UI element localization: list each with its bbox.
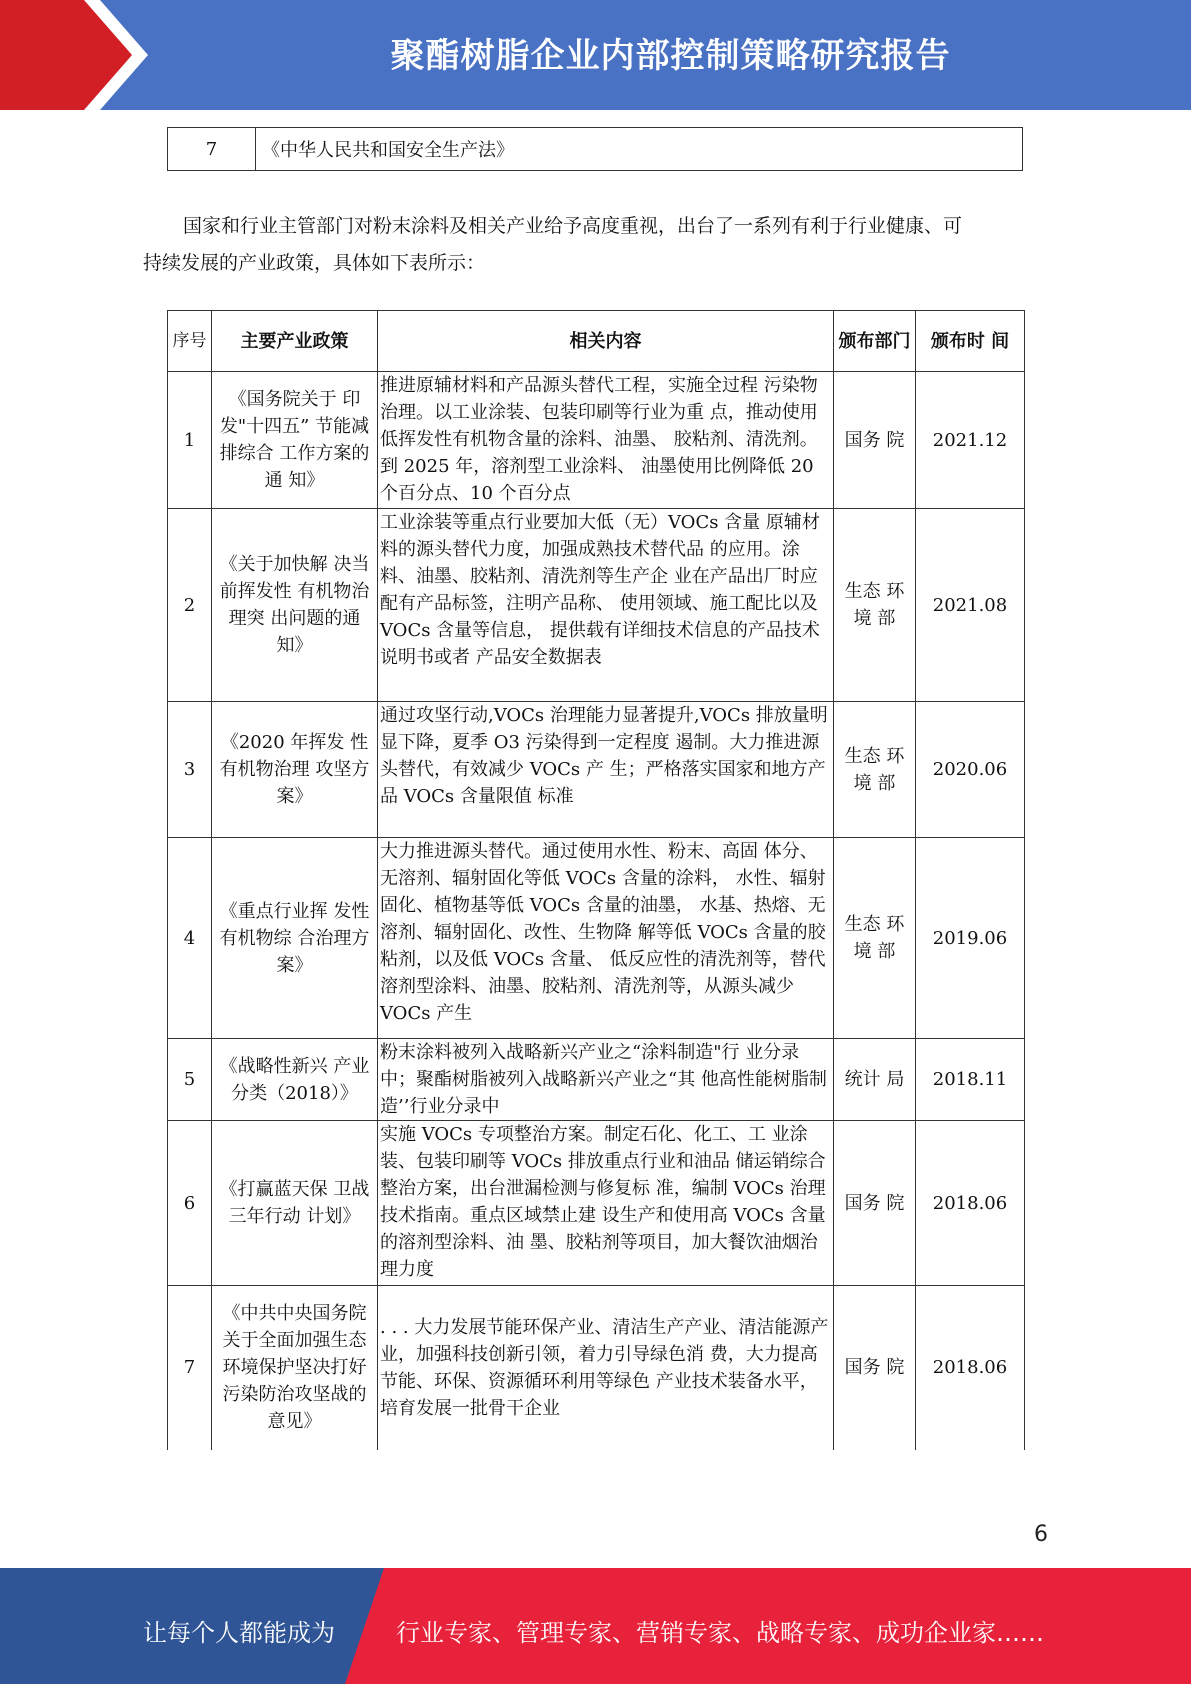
intro-line-1: 国家和行业主管部门对粉末涂料及相关产业给予高度重视，出台了一系列有利于行业健康、可	[183, 215, 963, 237]
row-seq: 5	[168, 1039, 212, 1121]
row-policy-title: 《战略性新兴 产业分类（2018）》	[212, 1039, 378, 1121]
law-name: 《中华人民共和国安全生产法》	[256, 128, 1023, 171]
intro-line-2: 持续发展的产业政策，具体如下表所示：	[143, 252, 486, 274]
row-date: 2018.06	[916, 1121, 1025, 1286]
row-dept: 国务 院	[834, 1121, 916, 1286]
law-table-continuation	[167, 127, 1023, 171]
row-content: 通过攻坚行动,VOCs 治理能力显著提升,VOCs 排放量明显下降，夏季 O3 污染得到一定程度 遏制。大力推进源头替代，有效减少 VOCs 产 生；严格落实国家和地方产品 VOCs 含量限值 标准	[378, 702, 834, 838]
row-dept: 统计 局	[834, 1039, 916, 1121]
row-policy-title: 《打赢蓝天保 卫战三年行动 计划》	[212, 1121, 378, 1286]
page-number: 6	[1034, 1522, 1048, 1547]
table-header-row	[168, 311, 1025, 372]
table-row	[168, 1039, 1025, 1121]
header-seq: 序号	[168, 311, 212, 372]
table-row	[168, 372, 1025, 509]
table-row	[168, 509, 1025, 702]
header-dept: 颁布部门	[834, 311, 916, 372]
row-date: 2019.06	[916, 838, 1025, 1039]
header-content: 相关内容	[378, 311, 834, 372]
header-date: 颁布时 间	[916, 311, 1025, 372]
row-seq: 3	[168, 702, 212, 838]
row-policy-title: 《中共中央国务院关于全面加强生态环境保护坚决打好污染防治攻坚战的意见》	[212, 1286, 378, 1450]
row-dept: 国务 院	[834, 372, 916, 509]
table-row	[168, 702, 1025, 838]
policy-table	[167, 310, 1025, 1450]
law-seq: 7	[168, 128, 256, 171]
row-policy-title: 《重点行业挥 发性有机物综 合治理方案》	[212, 838, 378, 1039]
row-seq: 7	[168, 1286, 212, 1450]
row-seq: 2	[168, 509, 212, 702]
row-content: 推进原辅材料和产品源头替代工程，实施全过程 污染物治理。以工业涂装、包装印刷等行业为重 点，推动使用低挥发性有机物含量的涂料、油墨、 胶粘剂、清洗剂。到 2025 年，溶剂型工业涂料、 油墨使用比例降低 20 个百分点、10 个百分点	[378, 372, 834, 509]
table-row	[168, 1286, 1025, 1450]
row-policy-title: 《国务院关于 印发"十四五” 节能减排综合 工作方案的通 知》	[212, 372, 378, 509]
row-seq: 6	[168, 1121, 212, 1286]
row-date: 2018.11	[916, 1039, 1025, 1121]
row-content: 工业涂装等重点行业要加大低（无）VOCs 含量 原辅材料的源头替代力度，加强成熟技术替代品 的应用。涂料、油墨、胶粘剂、清洗剂等生产企 业在产品出厂时应配有产品标签，注明产品称、 使用领域、施工配比以及 VOCs 含量等信息， 提供载有详细技术信息的产品技术说明书或者 产品安全数据表	[378, 509, 834, 702]
table-row	[168, 838, 1025, 1039]
row-dept: 生态 环境 部	[834, 702, 916, 838]
footer-slogan-left: 让每个人都能成为	[143, 1619, 335, 1647]
row-policy-title: 《关于加快解 决当前挥发性 有机物治理突 出问题的通知》	[212, 509, 378, 702]
report-title: 聚酯树脂企业内部控制策略研究报告	[390, 36, 951, 76]
row-content: . . . 大力发展节能环保产业、清洁生产产业、清洁能源产业，加强科技创新引领，着力引导绿色消 费，大力提高节能、环保、资源循环利用等绿色 产业技术装备水平，培育发展一批骨干企业	[378, 1286, 834, 1450]
row-policy-title: 《2020 年挥发 性有机物治理 攻坚方案》	[212, 702, 378, 838]
row-dept: 生态 环境 部	[834, 838, 916, 1039]
row-date: 2021.08	[916, 509, 1025, 702]
row-seq: 4	[168, 838, 212, 1039]
header-policy: 主要产业政策	[212, 311, 378, 372]
row-dept: 生态 环境 部	[834, 509, 916, 702]
row-date: 2020.06	[916, 702, 1025, 838]
row-content: 粉末涂料被列入战略新兴产业之“涂料制造"行 业分录中；聚酯树脂被列入战略新兴产业之“其 他高性能树脂制造’’行业分录中	[378, 1039, 834, 1121]
table-row	[168, 128, 1023, 171]
row-date: 2021.12	[916, 372, 1025, 509]
row-date: 2018.06	[916, 1286, 1025, 1450]
row-dept: 国务 院	[834, 1286, 916, 1450]
footer-slogan-right: 行业专家、管理专家、营销专家、战略专家、成功企业家……	[396, 1619, 1044, 1647]
intro-paragraph	[143, 208, 1051, 282]
header-arrow-decoration	[0, 0, 170, 110]
row-content: 大力推进源头替代。通过使用水性、粉末、高固 体分、无溶剂、辐射固化等低 VOCs 含量的涂料， 水性、辐射固化、植物基等低 VOCs 含量的油墨， 水基、热熔、无溶剂、辐射固化、改性、生物降 解等低 VOCs 含量的胶粘剂，以及低 VOCs 含量、 低反应性的清洗剂等，替代溶剂型涂料、油墨、胶粘剂、清洗剂等，从源头减少 VOCs 产生	[378, 838, 834, 1039]
row-seq: 1	[168, 372, 212, 509]
page-footer	[0, 1568, 1191, 1684]
page-header	[0, 0, 1191, 110]
table-row	[168, 1121, 1025, 1286]
row-content: 实施 VOCs 专项整治方案。制定石化、化工、工 业涂装、包装印刷等 VOCs 排放重点行业和油品 储运销综合整治方案，出台泄漏检测与修复标 准，编制 VOCs 治理技术指南。重点区域禁止建 设生产和使用高 VOCs 含量的溶剂型涂料、油 墨、胶粘剂等项目，加大餐饮油烟治理力度	[378, 1121, 834, 1286]
